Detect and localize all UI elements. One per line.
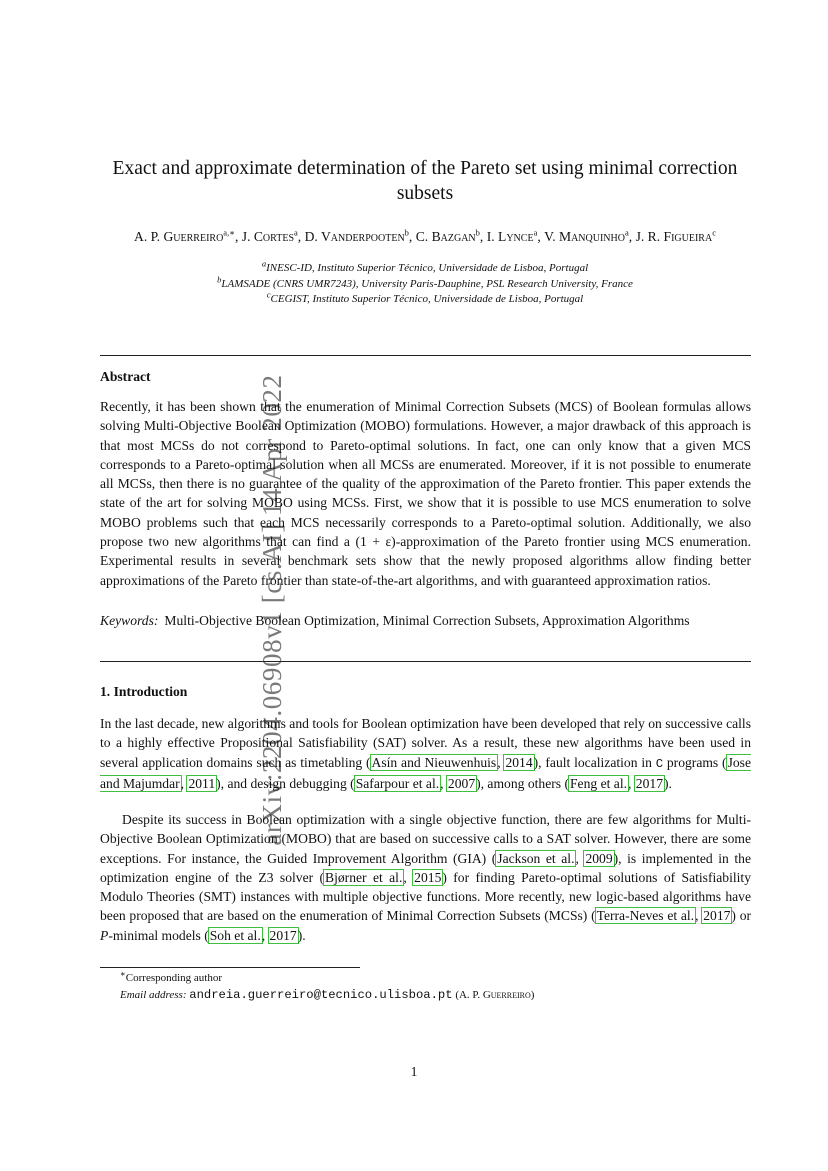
- email-suffix-name: Guerreiro: [482, 989, 531, 1001]
- author-affiliation-mark: b: [475, 227, 480, 238]
- affiliation-mark: b: [217, 273, 222, 284]
- email-label: Email address:: [120, 989, 187, 1001]
- top-divider: [100, 355, 751, 356]
- footnote-corresponding: [120, 970, 222, 987]
- email-address-link[interactable]: andreia.guerreiro@tecnico.ulisboa.pt: [189, 988, 453, 1002]
- keywords-text: Multi-Objective Boolean Optimization, Minimal Correction Subsets, Approximation Algorithms: [164, 613, 690, 628]
- footnote-mark: ∗: [120, 968, 126, 979]
- affiliation-line: [100, 273, 750, 293]
- citation-link[interactable]: 2015: [414, 869, 442, 885]
- author-affiliation-mark: a,∗: [223, 227, 235, 238]
- citation-link[interactable]: Soh et al.: [209, 927, 261, 943]
- author-affiliation-mark: a: [294, 227, 298, 238]
- citation-link[interactable]: 2017: [269, 927, 297, 943]
- page-number: 1: [410, 1064, 418, 1079]
- citation-link[interactable]: Jackson et al.: [497, 850, 575, 866]
- author-affiliation-mark: c: [712, 227, 716, 238]
- author-name: D. Vanderpooten: [304, 229, 405, 244]
- footnote-divider: [100, 967, 360, 968]
- citation-link[interactable]: Asín and Nieuwenhuis: [371, 754, 497, 770]
- affiliation-line: [100, 258, 750, 277]
- affiliation-mark: a: [261, 258, 267, 269]
- author-affiliation-mark: b: [404, 227, 409, 238]
- author-name: V. Manquinho: [544, 229, 625, 244]
- citation-link[interactable]: Bjørner et al.: [325, 869, 403, 885]
- author-affiliation-mark: a: [533, 227, 538, 238]
- citation-link[interactable]: 2017: [635, 775, 663, 791]
- intro-paragraph-2: Despite its success in Boolean optimization with a single objective function, there are few algorithms for Multi-Objective Boolean Optimization (MOBO) that are based on successive calls to a SAT solver. However, there are some exceptions. For instance, the Guided Improvement Algorithm (GIA) (Jackson et al., 2009), is implemented in the optimization engine of the Z3 solver (Bjørner et al., 2015) for finding Pareto-optimal solutions of Satisfiability Modulo Theories (SMT) instances with multiple objective functions. More recently, new logic-based algorithms have been proposed that are based on the enumeration of Minimal Correction Subsets (MCSs) (Terra-Neves et al., 2017) or P-minimal models (Soh et al., 2017).: [100, 812, 752, 943]
- citation-link[interactable]: 2007: [447, 775, 476, 791]
- author-name: C. Bazgan: [415, 229, 476, 244]
- italic-text: P: [100, 927, 109, 943]
- code-text: C: [655, 756, 664, 771]
- author-name: A. P. Guerreiro: [134, 229, 224, 244]
- email-suffix-close: ): [530, 989, 535, 1001]
- affiliation-text: INESC-ID, Instituto Superior Técnico, Universidade de Lisboa, Portugal: [266, 262, 589, 274]
- keywords-label: Keywords:: [100, 613, 159, 628]
- citation-link[interactable]: Jose and Majumdar: [100, 754, 751, 791]
- footnote-email: [120, 987, 534, 1004]
- affiliation-line: [100, 289, 750, 308]
- citation-link[interactable]: 2011: [188, 775, 216, 791]
- email-suffix-open: (A. P.: [452, 989, 483, 1001]
- citation-link[interactable]: 2014: [505, 754, 533, 770]
- author-affiliation-mark: a: [624, 227, 629, 238]
- intro-paragraph-1: In the last decade, new algorithms and tools for Boolean optimization have been developed that rely on successive calls to a highly effective Propositional Satisfiability (SAT) solver. As a result, these new algorithms have been used in several application domains such as timetabling (Asín and Nieuwenhuis, 2014), fault localization in C programs (Jose and Majumdar, 2011), and design debugging (Safarpour et al., 2007), among others (Feng et al., 2017).: [100, 716, 751, 791]
- footnote-corresponding-text: Corresponding author: [125, 972, 223, 984]
- citation-link[interactable]: Feng et al.: [569, 775, 627, 791]
- keywords: [100, 611, 751, 630]
- affiliation-text: CEGIST, Instituto Superior Técnico, Universidade de Lisboa, Portugal: [270, 293, 584, 305]
- citation-link[interactable]: 2017: [703, 908, 731, 924]
- abstract-heading: Abstract: [100, 369, 151, 384]
- paper-title: Exact and approximate determination of the Pareto set using minimal correction subsets: [112, 158, 738, 204]
- citation-link[interactable]: 2009: [585, 850, 613, 866]
- author-name: I. Lynce: [486, 229, 534, 244]
- arxiv-stamp: arXiv:2204.06908v1 [cs.AI] 14 Apr 2022: [257, 374, 287, 846]
- affiliations: [100, 258, 750, 308]
- affiliation-text: LAMSADE (CNRS UMR7243), University Paris-Dauphine, PSL Research University, France: [221, 277, 633, 290]
- citation-link[interactable]: Safarpour et al.: [355, 775, 440, 791]
- abstract-text: Recently, it has been shown that the enumeration of Minimal Correction Subsets (MCS) of Boolean formulas allows solving Multi-Objective Boolean Optimization (MOBO) formulations. However, a major drawback of this approach is that most MCSs do not correspond to Pareto-optimal solutions. In fact, one can only know that a given MCS corresponds to a Pareto-optimal solution when all MCSs are enumerated. Moreover, if it is not possible to enumerate all MCSs, then there is no guarantee of the quality of the approximation of the Pareto frontier. This paper extends the state of the art for solving MOBO using MCSs. First, we show that it is possible to use MCS enumeration to solve MOBO problems such that each MCS necessarily corresponds to a Pareto-optimal solution. Additionally, we also propose two new algorithms that can find a (1 + ε)-approximation of the Pareto frontier using MCS enumeration. Experimental results in several benchmark sets show that the newly proposed algorithms allow finding better approximations of the Pareto frontier than state-of-the-art algorithms, and with guaranteed approximation ratios.: [100, 399, 751, 588]
- author-list: A. P. Guerreiro$^{a,∗}$, J. Cortes$^a$, D. Vanderpooten$^b$, C. Bazgan$^b$, I. Lynce$^a$, V. Manquinho$^a$, J. R. Figueira$^c$: [134, 227, 716, 244]
- author-name: J. R. Figueira: [635, 229, 713, 244]
- author-name: J. Cortes: [241, 229, 295, 244]
- affiliation-mark: c: [266, 289, 271, 300]
- bottom-divider: [100, 661, 751, 662]
- citation-link[interactable]: Terra-Neves et al.: [596, 908, 695, 924]
- section-heading-introduction: 1. Introduction: [100, 684, 188, 699]
